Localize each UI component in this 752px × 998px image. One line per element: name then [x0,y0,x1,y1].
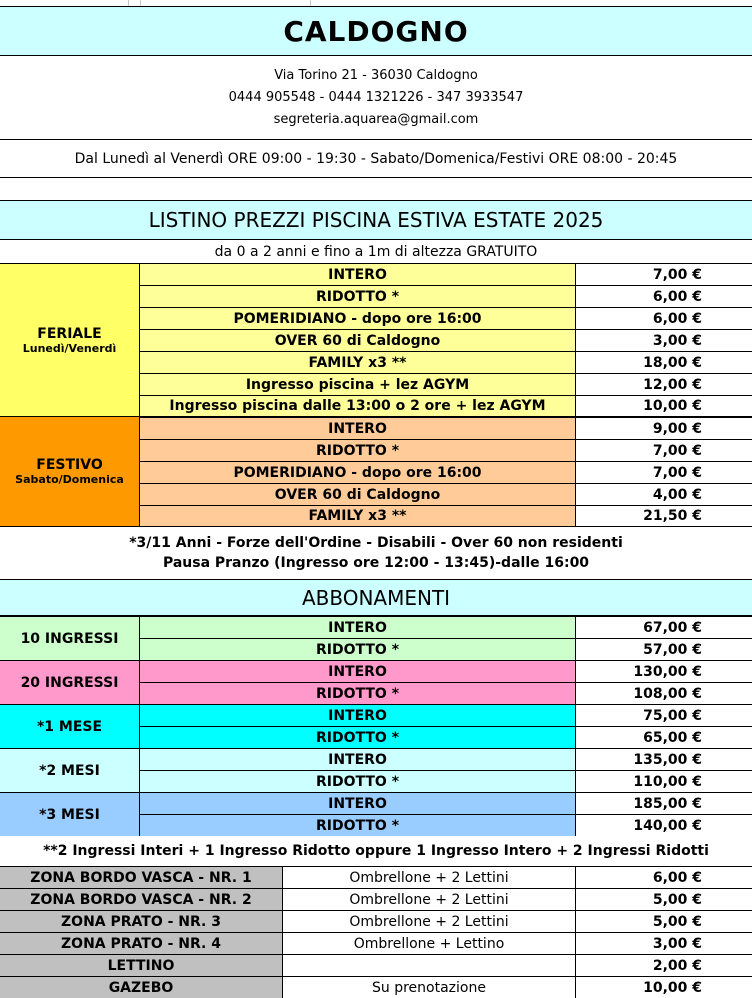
price-row [140,417,752,439]
abbonamento-type: RIDOTTO * [140,638,576,660]
family-note-row [0,836,752,866]
free-note-row [0,240,752,263]
phone-numbers: 0444 905548 - 0444 1321226 - 347 3933547 [228,89,524,105]
item-price: 9,00 € [576,417,752,439]
abbonamento-group [0,704,752,748]
price-row [140,439,752,461]
abbonamento-label: *3 MESI [0,792,140,836]
zone-description: Ombrellone + 2 Lettini [283,888,576,910]
price-row [140,461,752,483]
hours-row [0,140,752,178]
item-price: 4,00 € [576,483,752,505]
zone-label: ZONA BORDO VASCA - NR. 1 [0,866,283,888]
zone-label: ZONA PRATO - NR. 4 [0,932,283,954]
abbonamento-price: 108,00 € [576,682,752,704]
item-price: 7,00 € [576,263,752,285]
zone-description [283,954,576,976]
zone-price: 10,00 € [576,976,752,998]
zone-description: Ombrellone + 2 Lettini [283,910,576,932]
price-row [140,373,752,395]
item-name: RIDOTTO * [140,439,576,461]
family-note: **2 Ingressi Interi + 1 Ingresso Ridotto oppure 1 Ingresso Intero + 2 Ingressi Ridotti [43,843,709,859]
zone-row [0,932,752,954]
zone-row [0,910,752,932]
price-row [140,395,752,417]
abbonamento-price: 75,00 € [576,704,752,726]
price-row [140,263,752,285]
abbonamento-type: RIDOTTO * [140,814,576,836]
price-row [140,351,752,373]
price-row [140,329,752,351]
abbonamenti-title: ABBONAMENTI [301,585,451,610]
abbonamento-price: 130,00 € [576,660,752,682]
festivo-label: FESTIVO [36,457,103,473]
zone-price: 5,00 € [576,910,752,932]
item-name: RIDOTTO * [140,285,576,307]
note-lunch-break: Pausa Pranzo (Ingresso ore 12:00 - 13:45)-dalle 16:00 [162,555,590,571]
festivo-block [0,417,752,527]
feriale-block [0,263,752,417]
zone-label: ZONA BORDO VASCA - NR. 2 [0,888,283,910]
abbonamento-price: 140,00 € [576,814,752,836]
zone-description: Ombrellone + Lettino [283,932,576,954]
free-note: da 0 a 2 anni e fino a 1m di altezza GRATUITO [214,243,538,260]
feriale-label: FERIALE [37,325,102,342]
abbonamenti-table [0,616,752,836]
zone-price: 5,00 € [576,888,752,910]
item-name: INTERO [140,417,576,439]
item-price: 6,00 € [576,307,752,329]
item-name: Ingresso piscina dalle 13:00 o 2 ore + lez AGYM [140,395,576,417]
item-price: 10,00 € [576,395,752,417]
zone-label: LETTINO [0,954,283,976]
item-name: OVER 60 di Caldogno [140,329,576,351]
abbonamento-type: RIDOTTO * [140,682,576,704]
item-name: INTERO [140,263,576,285]
abbonamento-type: INTERO [140,704,576,726]
price-row [140,505,752,527]
contact-block [0,56,752,140]
item-name: POMERIDIANO - dopo ore 16:00 [140,307,576,329]
festivo-rows [140,417,752,527]
page-title: CALDOGNO [283,14,469,48]
abbonamento-price: 185,00 € [576,792,752,814]
zone-row [0,888,752,910]
item-price: 3,00 € [576,329,752,351]
item-price: 6,00 € [576,285,752,307]
abbonamento-type: INTERO [140,616,576,638]
zone-row [0,866,752,888]
abbonamento-group [0,660,752,704]
address: Via Torino 21 - 36030 Caldogno [274,67,478,83]
abbonamento-type: INTERO [140,748,576,770]
item-name: FAMILY x3 ** [140,351,576,373]
zone-table [0,866,752,997]
zone-row [0,976,752,998]
item-name: OVER 60 di Caldogno [140,483,576,505]
zone-price: 3,00 € [576,932,752,954]
abbonamento-label: *1 MESE [0,704,140,748]
zone-label: ZONA PRATO - NR. 3 [0,910,283,932]
abbonamento-label: 20 INGRESSI [0,660,140,704]
feriale-rows [140,263,752,417]
abbonamento-group [0,616,752,660]
abbonamento-price: 135,00 € [576,748,752,770]
festivo-label-cell [0,417,140,527]
price-row [140,285,752,307]
abbonamento-type: INTERO [140,792,576,814]
opening-hours: Dal Lunedì al Venerdì ORE 09:00 - 19:30 - Sabato/Domenica/Festivi ORE 08:00 - 20:45 [74,150,678,167]
item-name: Ingresso piscina + lez AGYM [140,373,576,395]
feriale-sublabel: Lunedì/Venerdì [22,341,117,355]
abbonamento-type: RIDOTTO * [140,726,576,748]
email: segreteria.aquarea@gmail.com [273,111,479,127]
abbonamento-type: RIDOTTO * [140,770,576,792]
item-name: FAMILY x3 ** [140,505,576,527]
abbonamento-label: 10 INGRESSI [0,616,140,660]
spacer [0,178,752,200]
item-price: 18,00 € [576,351,752,373]
item-price: 21,50 € [576,505,752,527]
notes-row [0,527,752,579]
listino-title-bar [0,200,752,240]
zone-price: 2,00 € [576,954,752,976]
note-reduced: *3/11 Anni - Forze dell'Ordine - Disabili - Over 60 non residenti [129,535,623,551]
listino-title: LISTINO PREZZI PISCINA ESTIVA ESTATE 2025 [148,208,604,232]
zone-description: Su prenotazione [283,976,576,998]
zone-description: Ombrellone + 2 Lettini [283,866,576,888]
price-row [140,483,752,505]
abbonamento-group [0,748,752,792]
abbonamento-label: *2 MESI [0,748,140,792]
item-price: 7,00 € [576,439,752,461]
title-bar [0,6,752,56]
abbonamento-price: 65,00 € [576,726,752,748]
abbonamenti-title-bar [0,579,752,616]
abbonamento-type: INTERO [140,660,576,682]
abbonamento-price: 110,00 € [576,770,752,792]
zone-label: GAZEBO [0,976,283,998]
abbonamento-group [0,792,752,836]
zone-row [0,954,752,976]
feriale-label-cell [0,263,140,417]
zone-price: 6,00 € [576,866,752,888]
item-price: 7,00 € [576,461,752,483]
abbonamento-price: 57,00 € [576,638,752,660]
festivo-sublabel: Sabato/Domenica [15,473,124,486]
item-price: 12,00 € [576,373,752,395]
price-row [140,307,752,329]
item-name: POMERIDIANO - dopo ore 16:00 [140,461,576,483]
abbonamento-price: 67,00 € [576,616,752,638]
